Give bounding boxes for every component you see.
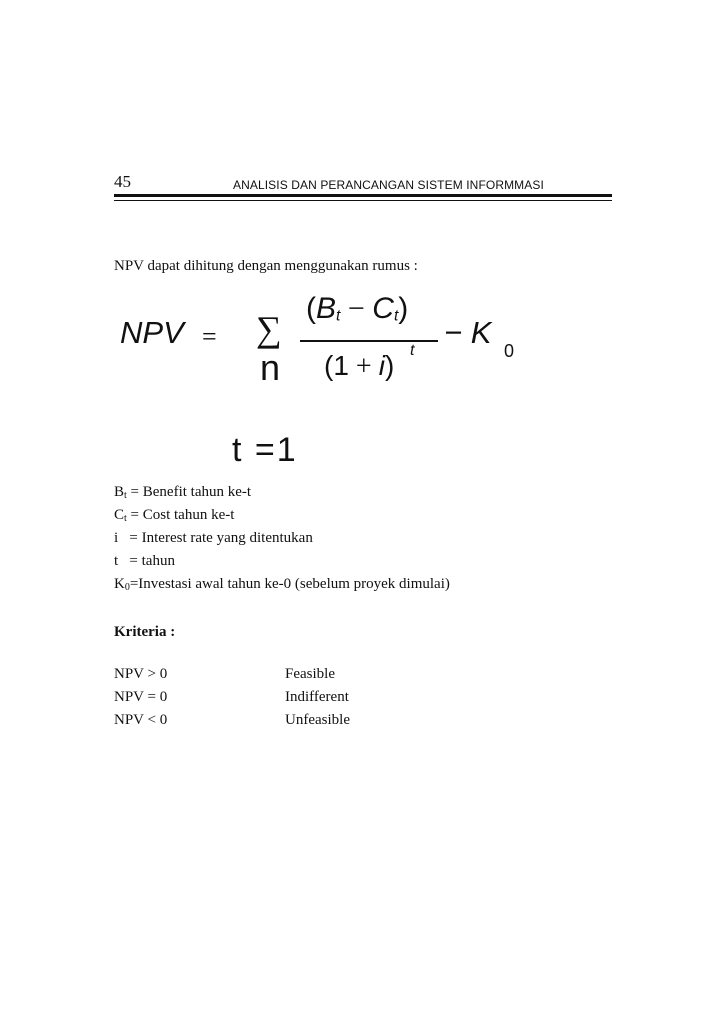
criteria-heading: Kriteria : — [114, 624, 176, 640]
header-rule-thick — [114, 194, 612, 197]
intro-text: NPV dapat dihitung dengan menggunakan rumus : — [114, 258, 418, 274]
denominator-open: (1 — [324, 350, 349, 381]
denominator-exponent: t — [410, 342, 415, 359]
running-header-title: ANALISIS DAN PERANCANGAN SISTEM INFORMMASI — [233, 178, 544, 192]
definition-line: $B_t$ = Benefit tahun ke-t — [114, 484, 252, 501]
numerator-c-sub: t — [393, 307, 399, 325]
header-rule-thin — [114, 200, 612, 201]
definition-line: i = Interest rate yang ditentukan — [114, 530, 313, 546]
denominator-close: ) — [384, 350, 395, 381]
numerator-b-sub: t — [336, 307, 341, 325]
page-number: 45 — [114, 172, 131, 191]
criteria-result: Unfeasible — [285, 712, 350, 728]
formula-numerator — [306, 292, 408, 326]
criteria-condition: NPV = 0 — [114, 689, 168, 705]
formula-equals: = — [202, 322, 217, 351]
criteria-condition: NPV > 0 — [114, 666, 168, 682]
sigma-symbol: ∑ — [256, 309, 282, 349]
formula-denominator — [324, 350, 394, 383]
formula-k-sub: 0 — [504, 341, 515, 361]
definition-line: $C_t$ = Cost tahun ke-t — [114, 507, 235, 524]
definition-line: t = tahun — [114, 553, 175, 569]
sigma-lower-limit: t =1 — [232, 431, 298, 469]
definition-line: $K_0=Investasi$ awal tahun ke-0 (sebelum proyek dimulai) — [114, 576, 450, 593]
numerator-minus: − — [340, 292, 373, 325]
sigma-upper-limit: n — [260, 347, 281, 388]
formula-lhs: NPV — [120, 315, 184, 350]
criteria-result: Feasible — [285, 666, 335, 682]
fraction-bar — [300, 340, 438, 342]
numerator-c: C — [372, 292, 394, 325]
numerator-open-paren: ( — [306, 292, 316, 325]
numerator-b: B — [316, 292, 337, 325]
denominator-plus: + — [348, 351, 379, 382]
criteria-condition: NPV < 0 — [114, 712, 168, 728]
numerator-close-paren: ) — [398, 292, 409, 325]
criteria-result: Indifferent — [285, 689, 349, 705]
denominator-i: i — [378, 350, 385, 381]
formula-minus-k: − K — [444, 315, 492, 350]
